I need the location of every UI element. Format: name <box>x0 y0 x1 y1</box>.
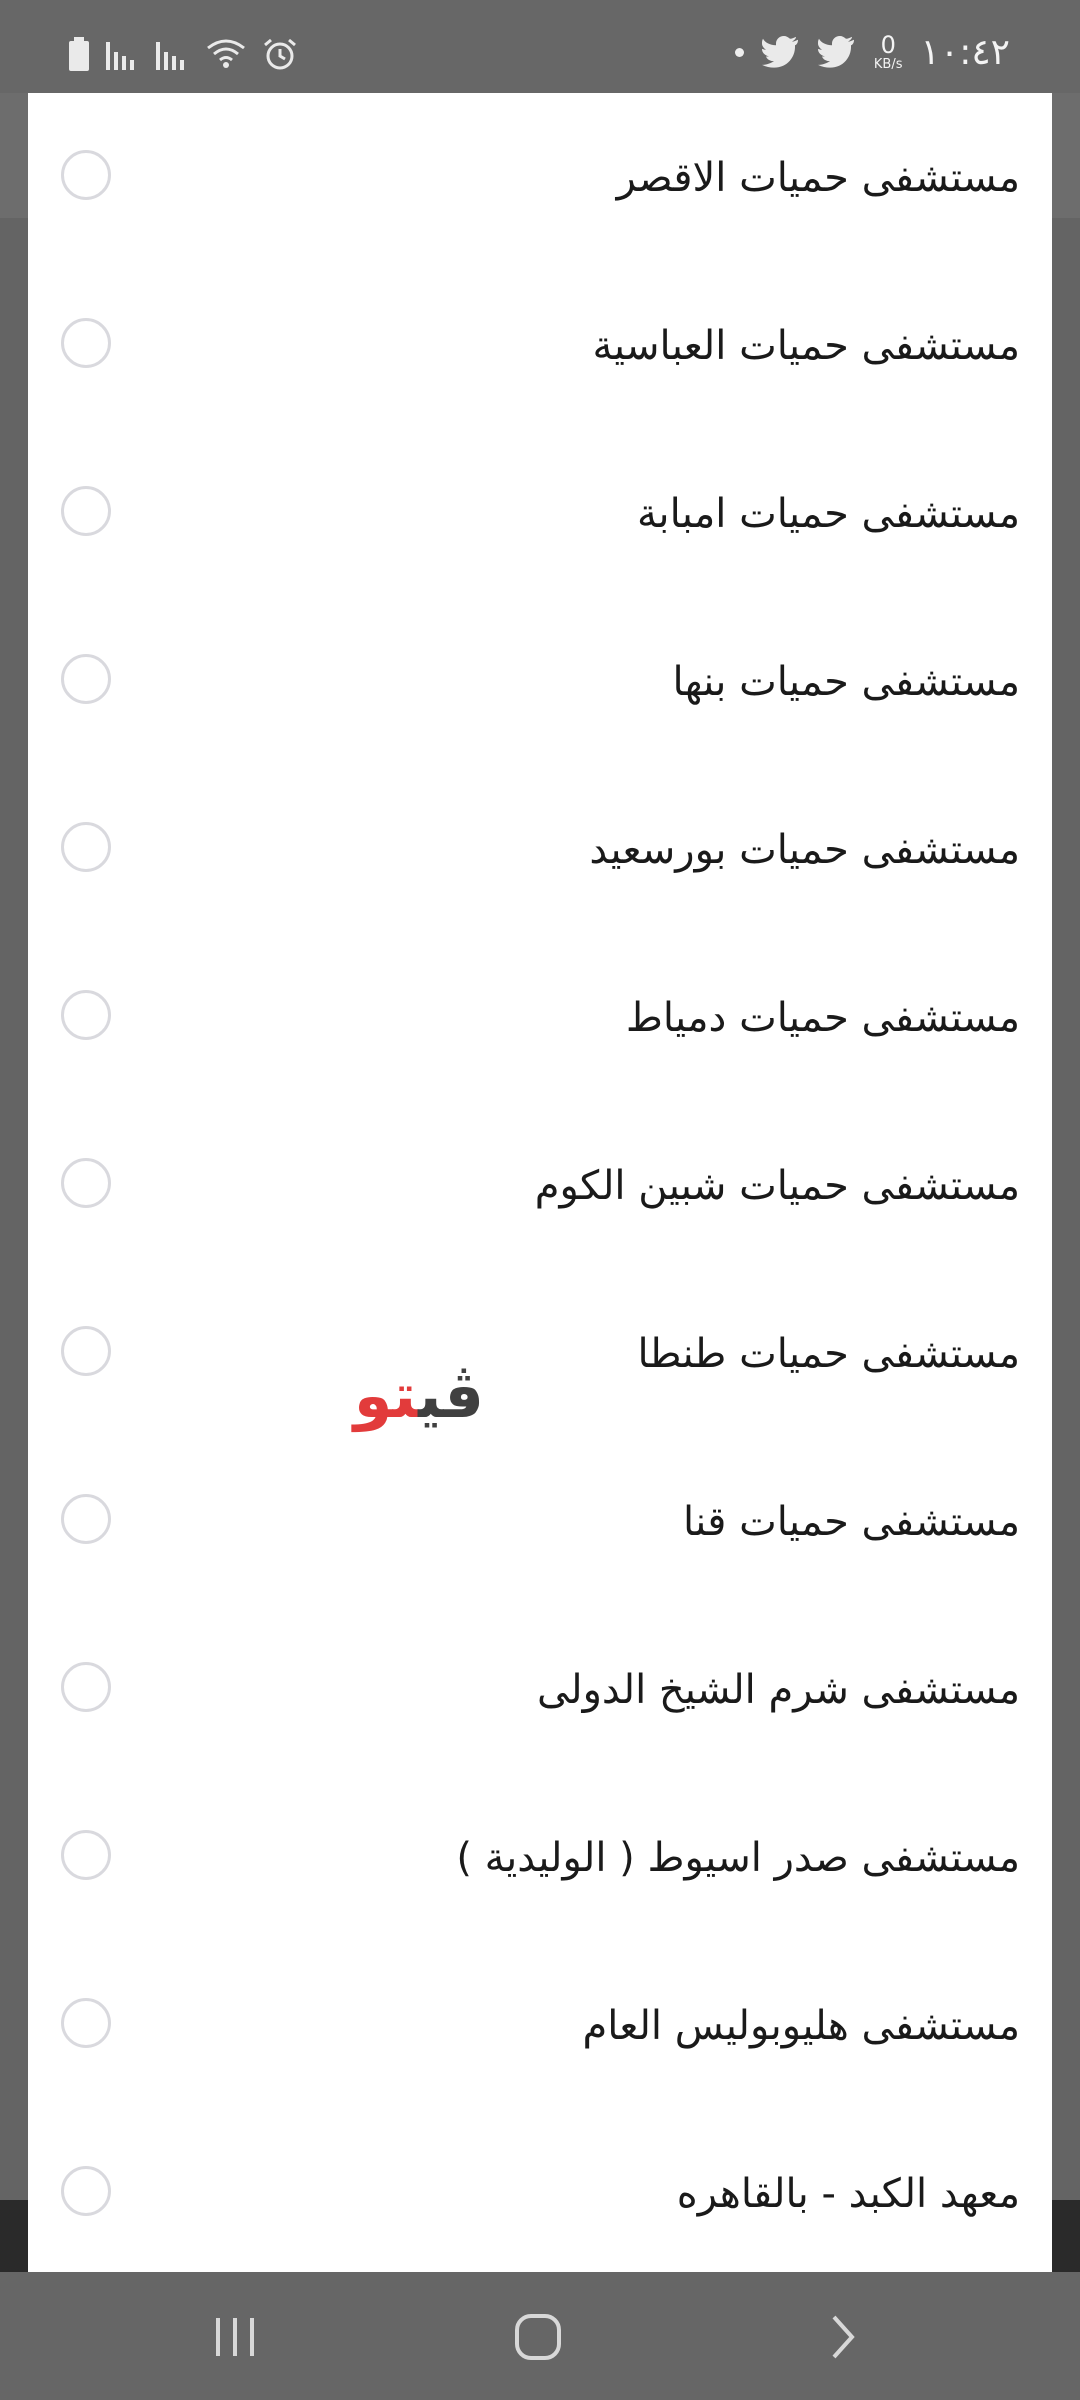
status-bar <box>0 0 1080 93</box>
radio-button[interactable] <box>61 1998 111 2048</box>
back-icon[interactable] <box>810 2312 870 2362</box>
option-item[interactable] <box>28 933 1052 1101</box>
option-label: معهد الكبد - بالقاهره <box>676 2171 1020 2217</box>
twitter-icon <box>762 36 800 68</box>
net-speed-unit: KB/s <box>873 57 903 72</box>
option-label: مستشفى هليوبوليس العام <box>582 2003 1020 2049</box>
recent-apps-icon[interactable] <box>206 2312 266 2362</box>
watermark-text-b: تو <box>353 1359 419 1432</box>
radio-button[interactable] <box>61 1662 111 1712</box>
option-item[interactable] <box>28 765 1052 933</box>
clock: ١٠:٤٢ <box>920 31 1010 73</box>
wifi-icon <box>206 38 246 70</box>
home-icon[interactable] <box>508 2312 568 2362</box>
option-label: مستشفى حميات قنا <box>682 1499 1020 1545</box>
option-label: مستشفى حميات شبين الكوم <box>534 1163 1020 1209</box>
signal-icon <box>106 38 140 70</box>
option-item[interactable] <box>28 597 1052 765</box>
option-label: مستشفى صدر اسيوط ( الوليدية ) <box>456 1835 1020 1881</box>
radio-button[interactable] <box>61 150 111 200</box>
option-item[interactable] <box>28 1941 1052 2109</box>
radio-button[interactable] <box>61 990 111 1040</box>
option-item[interactable] <box>28 1437 1052 1605</box>
option-item[interactable] <box>28 1269 1052 1437</box>
option-item[interactable] <box>28 429 1052 597</box>
radio-button[interactable] <box>61 1830 111 1880</box>
battery-icon <box>68 37 90 71</box>
net-speed-value: 0 <box>880 31 896 59</box>
signal-icon <box>156 38 190 70</box>
option-label: مستشفى حميات العباسية <box>592 323 1020 369</box>
option-label: مستشفى حميات طنطا <box>637 1331 1020 1377</box>
alarm-icon <box>262 37 298 71</box>
option-item[interactable] <box>28 1605 1052 1773</box>
option-item[interactable] <box>28 2109 1052 2273</box>
radio-button[interactable] <box>61 654 111 704</box>
option-item[interactable] <box>28 93 1052 261</box>
option-label: مستشفى حميات الاقصر <box>616 155 1020 201</box>
option-label: مستشفى حميات بنها <box>672 659 1020 705</box>
twitter-icon <box>818 36 856 68</box>
status-icons-left <box>68 34 298 74</box>
option-item[interactable] <box>28 1101 1052 1269</box>
net-speed <box>874 33 903 71</box>
dot-icon <box>735 48 744 57</box>
option-label: مستشفى شرم الشيخ الدولى <box>537 1667 1020 1713</box>
option-label: مستشفى حميات بورسعيد <box>589 827 1020 873</box>
option-item[interactable] <box>28 261 1052 429</box>
radio-button[interactable] <box>61 486 111 536</box>
option-label: مستشفى حميات دمياط <box>625 995 1020 1041</box>
hospital-select-dialog <box>28 93 1052 2273</box>
radio-button[interactable] <box>61 2166 111 2216</box>
radio-button[interactable] <box>61 1494 111 1544</box>
radio-button[interactable] <box>61 1326 111 1376</box>
option-label: مستشفى حميات امبابة <box>636 491 1020 537</box>
navigation-bar <box>0 2272 1080 2400</box>
status-icons-right <box>735 30 1010 74</box>
watermark-logo <box>344 1356 484 1436</box>
option-item[interactable] <box>28 1773 1052 1941</box>
radio-button[interactable] <box>61 822 111 872</box>
radio-button[interactable] <box>61 1158 111 1208</box>
radio-button[interactable] <box>61 318 111 368</box>
watermark-text-a: ڤي <box>418 1359 484 1432</box>
